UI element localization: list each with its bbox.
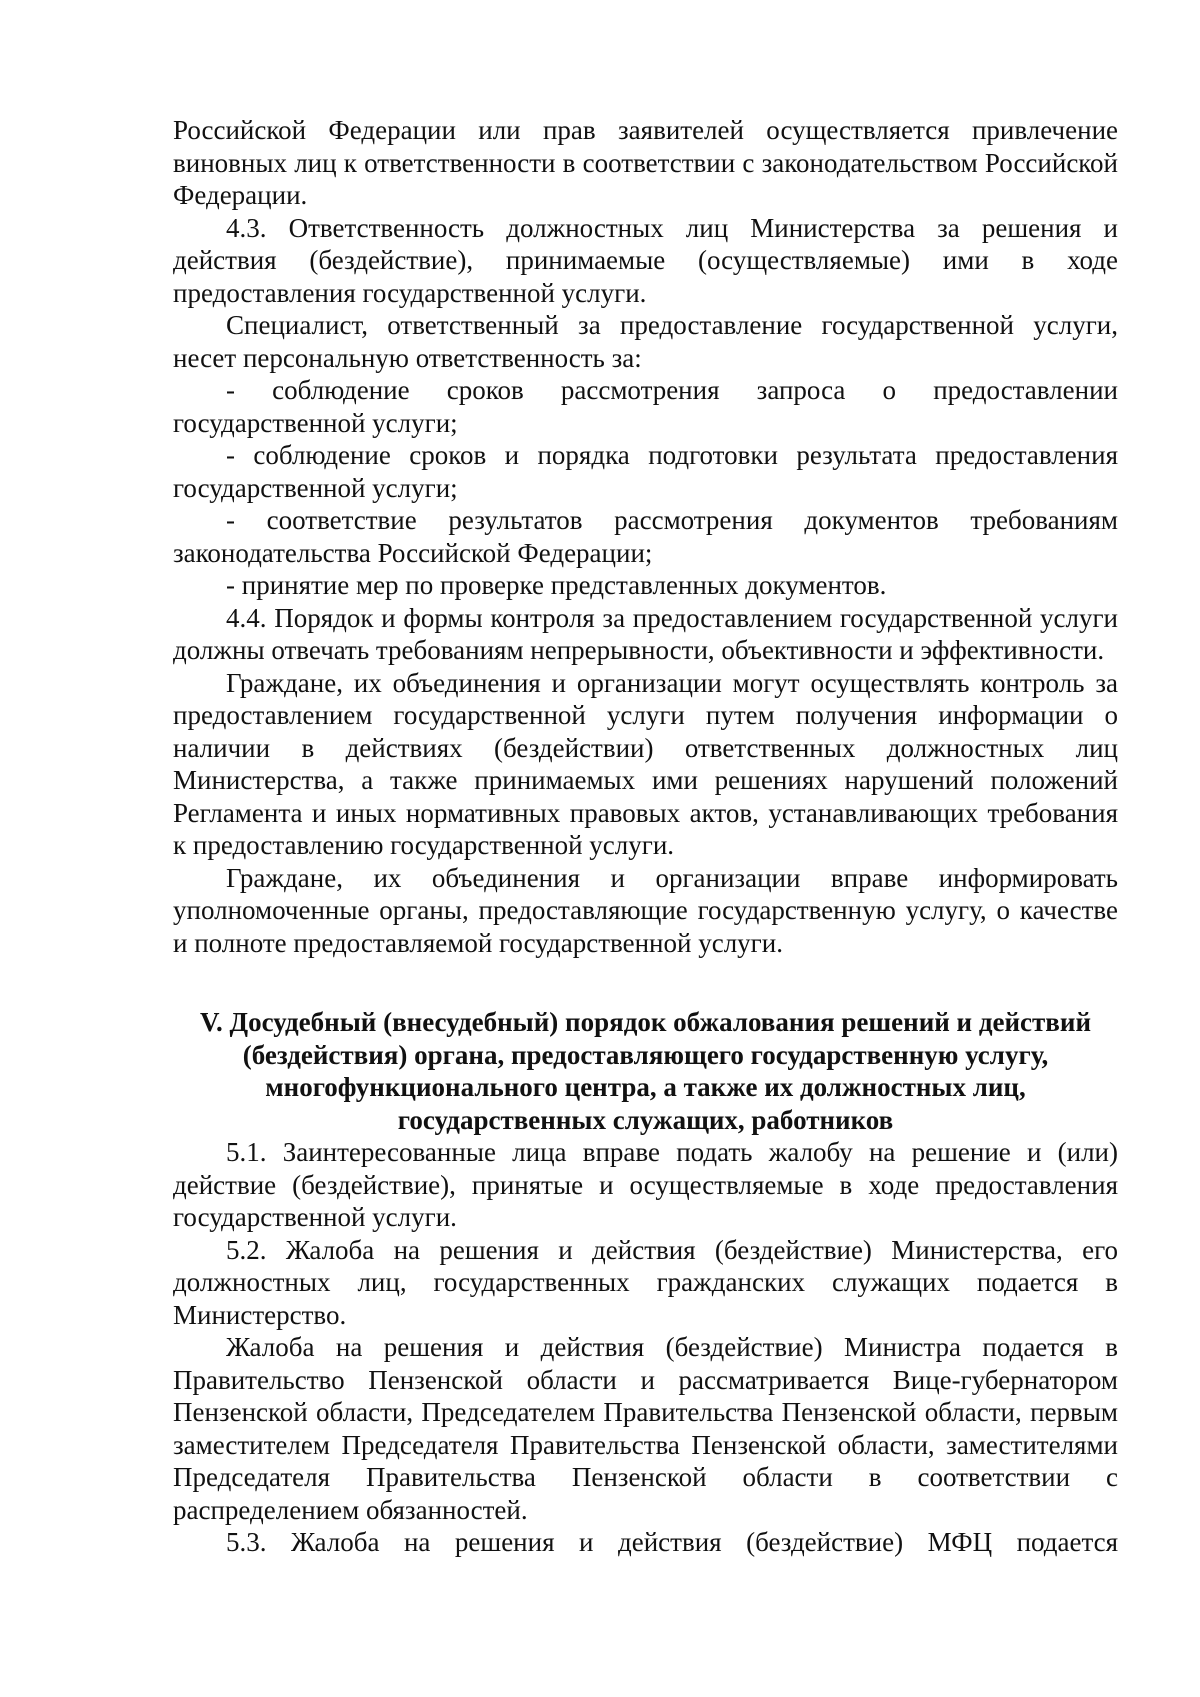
paragraph-citizens-control: Граждане, их объединения и организации могут осуществлять контроль за предоставлением государственной услуги путем получения информации о наличии в действиях (бездействии) ответственных должностных лиц Министерства, а также принимаемых ими решениях нарушений положений Регламента и иных нормативных правовых актов, устанавливающих требования к предоставлению государственной услуги. <box>173 667 1118 860</box>
paragraph-specialist: Специалист, ответственный за предоставление государственной услуги, несет персональную ответственность за: <box>173 310 1118 373</box>
heading-line: (бездействия) органа, предоставляющего государственную услугу, <box>242 1039 1049 1070</box>
list-item-verification: - принятие мер по проверке представленных документов. <box>226 570 887 600</box>
heading-line: многофункционального центра, а также их должностных лиц, <box>265 1072 1026 1102</box>
list-item-procedure: - соблюдение сроков и порядка подготовки результата предоставления государственной услуги; <box>173 440 1118 503</box>
paragraph-continuation: Российской Федерации или прав заявителей осуществляется привлечение виновных лиц к ответственности в соответствии с законодательством Российской Федерации. <box>173 115 1118 210</box>
paragraph-minister-complaint: Жалоба на решения и действия (бездействие) Министра подается в Правительство Пензенской области и рассматривается Вице-губернатором Пензенской области, Председателем Правительства Пензенской области, первым заместителем Председателя Правительства Пензенской области, заместителями Председателя Правительства Пензенской области в соответствии с распределением обязанностей. <box>173 1332 1118 1525</box>
heading-line: государственных служащих, работников <box>397 1104 894 1135</box>
list-item-deadlines: - соблюдение сроков рассмотрения запроса о предоставлении государственной услуги; <box>173 375 1118 438</box>
heading-line: V. Досудебный (внесудебный) порядок обжалования решений и действий <box>199 1007 1091 1037</box>
paragraph-4-3: 4.3. Ответственность должностных лиц Министерства за решения и действия (бездействие), принимаемые (осуществляемые) ими в ходе предоставления государственной услуги. <box>173 212 1118 308</box>
list-item-compliance: - соответствие результатов рассмотрения документов требованиям законодательства Российской Федерации; <box>173 505 1118 568</box>
paragraph-5-2: 5.2. Жалоба на решения и действия (бездействие) Министерства, его должностных лиц, государственных гражданских служащих подается в Министерство. <box>173 1234 1118 1330</box>
paragraph-4-4: 4.4. Порядок и формы контроля за предоставлением государственной услуги должны отвечать требованиям непрерывности, объективности и эффективности. <box>173 602 1118 665</box>
paragraph-5-1: 5.1. Заинтересованные лица вправе подать жалобу на решение и (или) действие (бездействие), принятые и осуществляемые в ходе предоставления государственной услуги. <box>173 1137 1118 1232</box>
document-page <box>173 114 1118 1559</box>
section-5-heading <box>173 1006 1118 1136</box>
paragraph-citizens-inform: Граждане, их объединения и организации вправе информировать уполномоченные органы, предоставляющие государственную услугу, о качестве и полноте предоставляемой государственной услуги. <box>173 862 1118 958</box>
paragraph-5-3: 5.3. Жалоба на решения и действия (бездействие) МФЦ подается <box>226 1527 1118 1557</box>
